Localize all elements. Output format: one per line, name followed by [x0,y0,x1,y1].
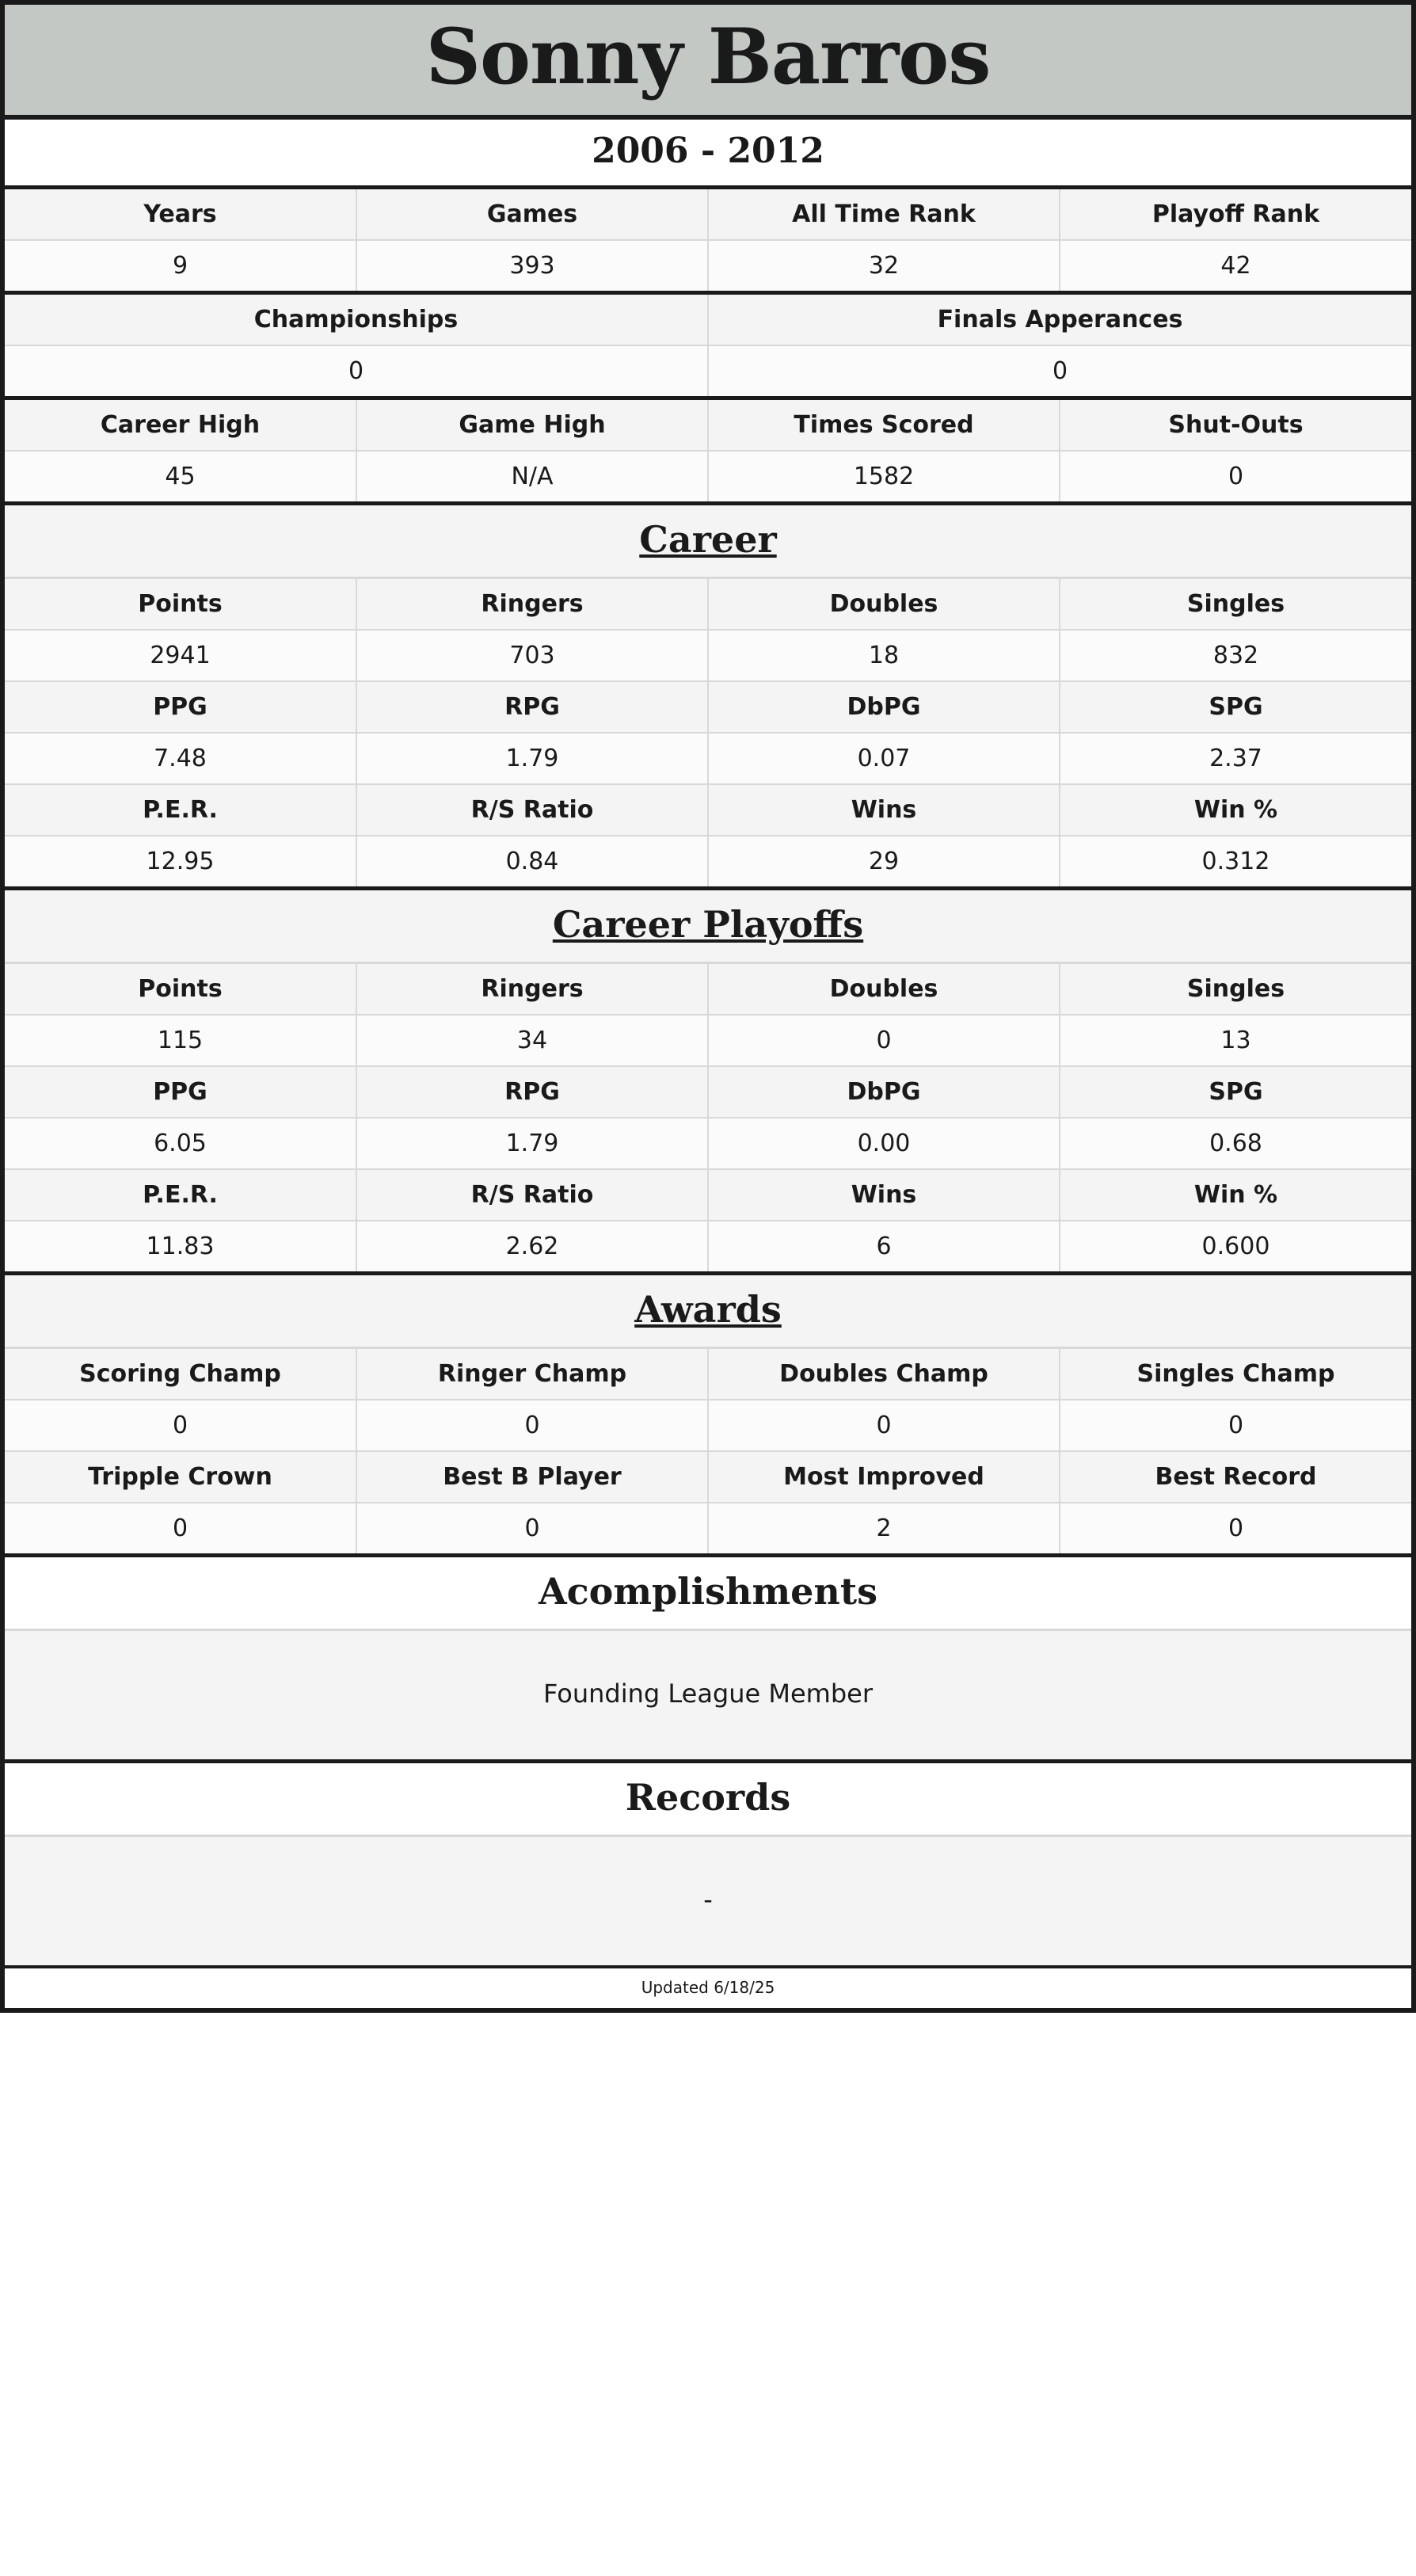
header-times-scored: Times Scored [708,400,1060,451]
highs-table [5,400,1411,501]
header-playoff-per: P.E.R. [5,1169,356,1221]
header-playoff-ringers: Ringers [356,964,708,1015]
table-row [5,964,1411,1015]
value-game-high: N/A [356,451,708,501]
header-career-win-pct: Win % [1060,784,1411,836]
value-career-singles: 832 [1060,630,1411,681]
header-playoff-doubles: Doubles [708,964,1060,1015]
section-header-career [5,501,1411,579]
table-row [5,240,1411,291]
table-row [5,784,1411,836]
table-row [5,295,1411,345]
header-career-doubles: Doubles [708,579,1060,630]
value-games: 393 [356,240,708,291]
value-playoff-spg: 0.68 [1060,1118,1411,1169]
header-career-per: P.E.R. [5,784,356,836]
header-all-time-rank: All Time Rank [708,189,1060,240]
table-row [5,1503,1411,1553]
header-best-b-player: Best B Player [356,1451,708,1503]
awards-table [5,1349,1411,1553]
table-row [5,579,1411,630]
table-row [5,400,1411,451]
value-all-time-rank: 32 [708,240,1060,291]
section-header-records [5,1759,1411,1835]
header-playoff-points: Points [5,964,356,1015]
header-years: Years [5,189,356,240]
career-table [5,579,1411,886]
value-playoff-wins: 6 [708,1221,1060,1271]
table-row [5,189,1411,240]
table-row [5,1169,1411,1221]
value-playoff-win-pct: 0.600 [1060,1221,1411,1271]
value-playoff-per: 11.83 [5,1221,356,1271]
career-playoffs-title: Career Playoffs [552,902,864,946]
value-doubles-champ: 0 [708,1400,1060,1451]
value-tripple-crown: 0 [5,1503,356,1553]
header-career-ppg: PPG [5,681,356,733]
value-playoff-ppg: 6.05 [5,1118,356,1169]
table-row [5,451,1411,501]
table-row [5,1349,1411,1400]
value-shut-outs: 0 [1060,451,1411,501]
section-header-awards [5,1271,1411,1349]
updated-timestamp: Updated 6/18/25 [5,1965,1411,2008]
value-career-points: 2941 [5,630,356,681]
table-row [5,681,1411,733]
career-playoffs-table [5,964,1411,1271]
table-row [5,1221,1411,1271]
header-career-spg: SPG [1060,681,1411,733]
header-best-record: Best Record [1060,1451,1411,1503]
header-games: Games [356,189,708,240]
value-scoring-champ: 0 [5,1400,356,1451]
value-playoff-rank: 42 [1060,240,1411,291]
section-header-acomplishments [5,1553,1411,1629]
header-career-singles: Singles [1060,579,1411,630]
table-row [5,1066,1411,1118]
value-career-per: 12.95 [5,836,356,886]
table-row [5,345,1411,396]
table-row [5,1400,1411,1451]
header-career-high: Career High [5,400,356,451]
career-title: Career [639,517,777,561]
value-most-improved: 2 [708,1503,1060,1553]
header-playoff-win-pct: Win % [1060,1169,1411,1221]
table-row [5,836,1411,886]
subtitle-bar [5,120,1411,189]
table-row [5,1015,1411,1066]
header-finals-apperances: Finals Apperances [708,295,1411,345]
table-row [5,630,1411,681]
header-career-points: Points [5,579,356,630]
table-row [5,733,1411,784]
header-career-ringers: Ringers [356,579,708,630]
header-playoff-wins: Wins [708,1169,1060,1221]
value-playoff-singles: 13 [1060,1015,1411,1066]
header-singles-champ: Singles Champ [1060,1349,1411,1400]
years-active: 2006 - 2012 [592,130,824,171]
header-playoff-ppg: PPG [5,1066,356,1118]
acomplishments-text: Founding League Member [5,1629,1411,1759]
awards-title: Awards [634,1287,782,1331]
header-playoff-rs-ratio: R/S Ratio [356,1169,708,1221]
records-text: - [5,1835,1411,1965]
header-championships: Championships [5,295,708,345]
value-playoff-points: 115 [5,1015,356,1066]
table-row [5,1118,1411,1169]
header-scoring-champ: Scoring Champ [5,1349,356,1400]
header-career-dbpg: DbPG [708,681,1060,733]
table-row [5,1451,1411,1503]
section-header-career-playoffs [5,886,1411,964]
page-title: Sonny Barros [425,12,991,101]
value-career-dbpg: 0.07 [708,733,1060,784]
header-career-wins: Wins [708,784,1060,836]
header-career-rpg: RPG [356,681,708,733]
overview-table [5,189,1411,291]
value-playoff-doubles: 0 [708,1015,1060,1066]
value-career-high: 45 [5,451,356,501]
header-playoff-spg: SPG [1060,1066,1411,1118]
value-singles-champ: 0 [1060,1400,1411,1451]
header-most-improved: Most Improved [708,1451,1060,1503]
header-tripple-crown: Tripple Crown [5,1451,356,1503]
header-career-rs-ratio: R/S Ratio [356,784,708,836]
value-championships: 0 [5,345,708,396]
value-playoff-rpg: 1.79 [356,1118,708,1169]
value-career-rpg: 1.79 [356,733,708,784]
value-career-rs-ratio: 0.84 [356,836,708,886]
championships-table [5,295,1411,396]
value-years: 9 [5,240,356,291]
value-finals-apperances: 0 [708,345,1411,396]
value-career-doubles: 18 [708,630,1060,681]
header-ringer-champ: Ringer Champ [356,1349,708,1400]
value-ringer-champ: 0 [356,1400,708,1451]
value-times-scored: 1582 [708,451,1060,501]
value-career-wins: 29 [708,836,1060,886]
header-playoff-rank: Playoff Rank [1060,189,1411,240]
value-best-record: 0 [1060,1503,1411,1553]
header-game-high: Game High [356,400,708,451]
value-career-win-pct: 0.312 [1060,836,1411,886]
title-bar [5,5,1411,120]
header-playoff-singles: Singles [1060,964,1411,1015]
value-best-b-player: 0 [356,1503,708,1553]
value-career-spg: 2.37 [1060,733,1411,784]
header-playoff-rpg: RPG [356,1066,708,1118]
header-playoff-dbpg: DbPG [708,1066,1060,1118]
acomplishments-title: Acomplishments [538,1569,878,1613]
value-career-ppg: 7.48 [5,733,356,784]
header-shut-outs: Shut-Outs [1060,400,1411,451]
value-career-ringers: 703 [356,630,708,681]
header-doubles-champ: Doubles Champ [708,1349,1060,1400]
records-title: Records [625,1775,791,1819]
value-playoff-dbpg: 0.00 [708,1118,1060,1169]
value-playoff-ringers: 34 [356,1015,708,1066]
value-playoff-rs-ratio: 2.62 [356,1221,708,1271]
